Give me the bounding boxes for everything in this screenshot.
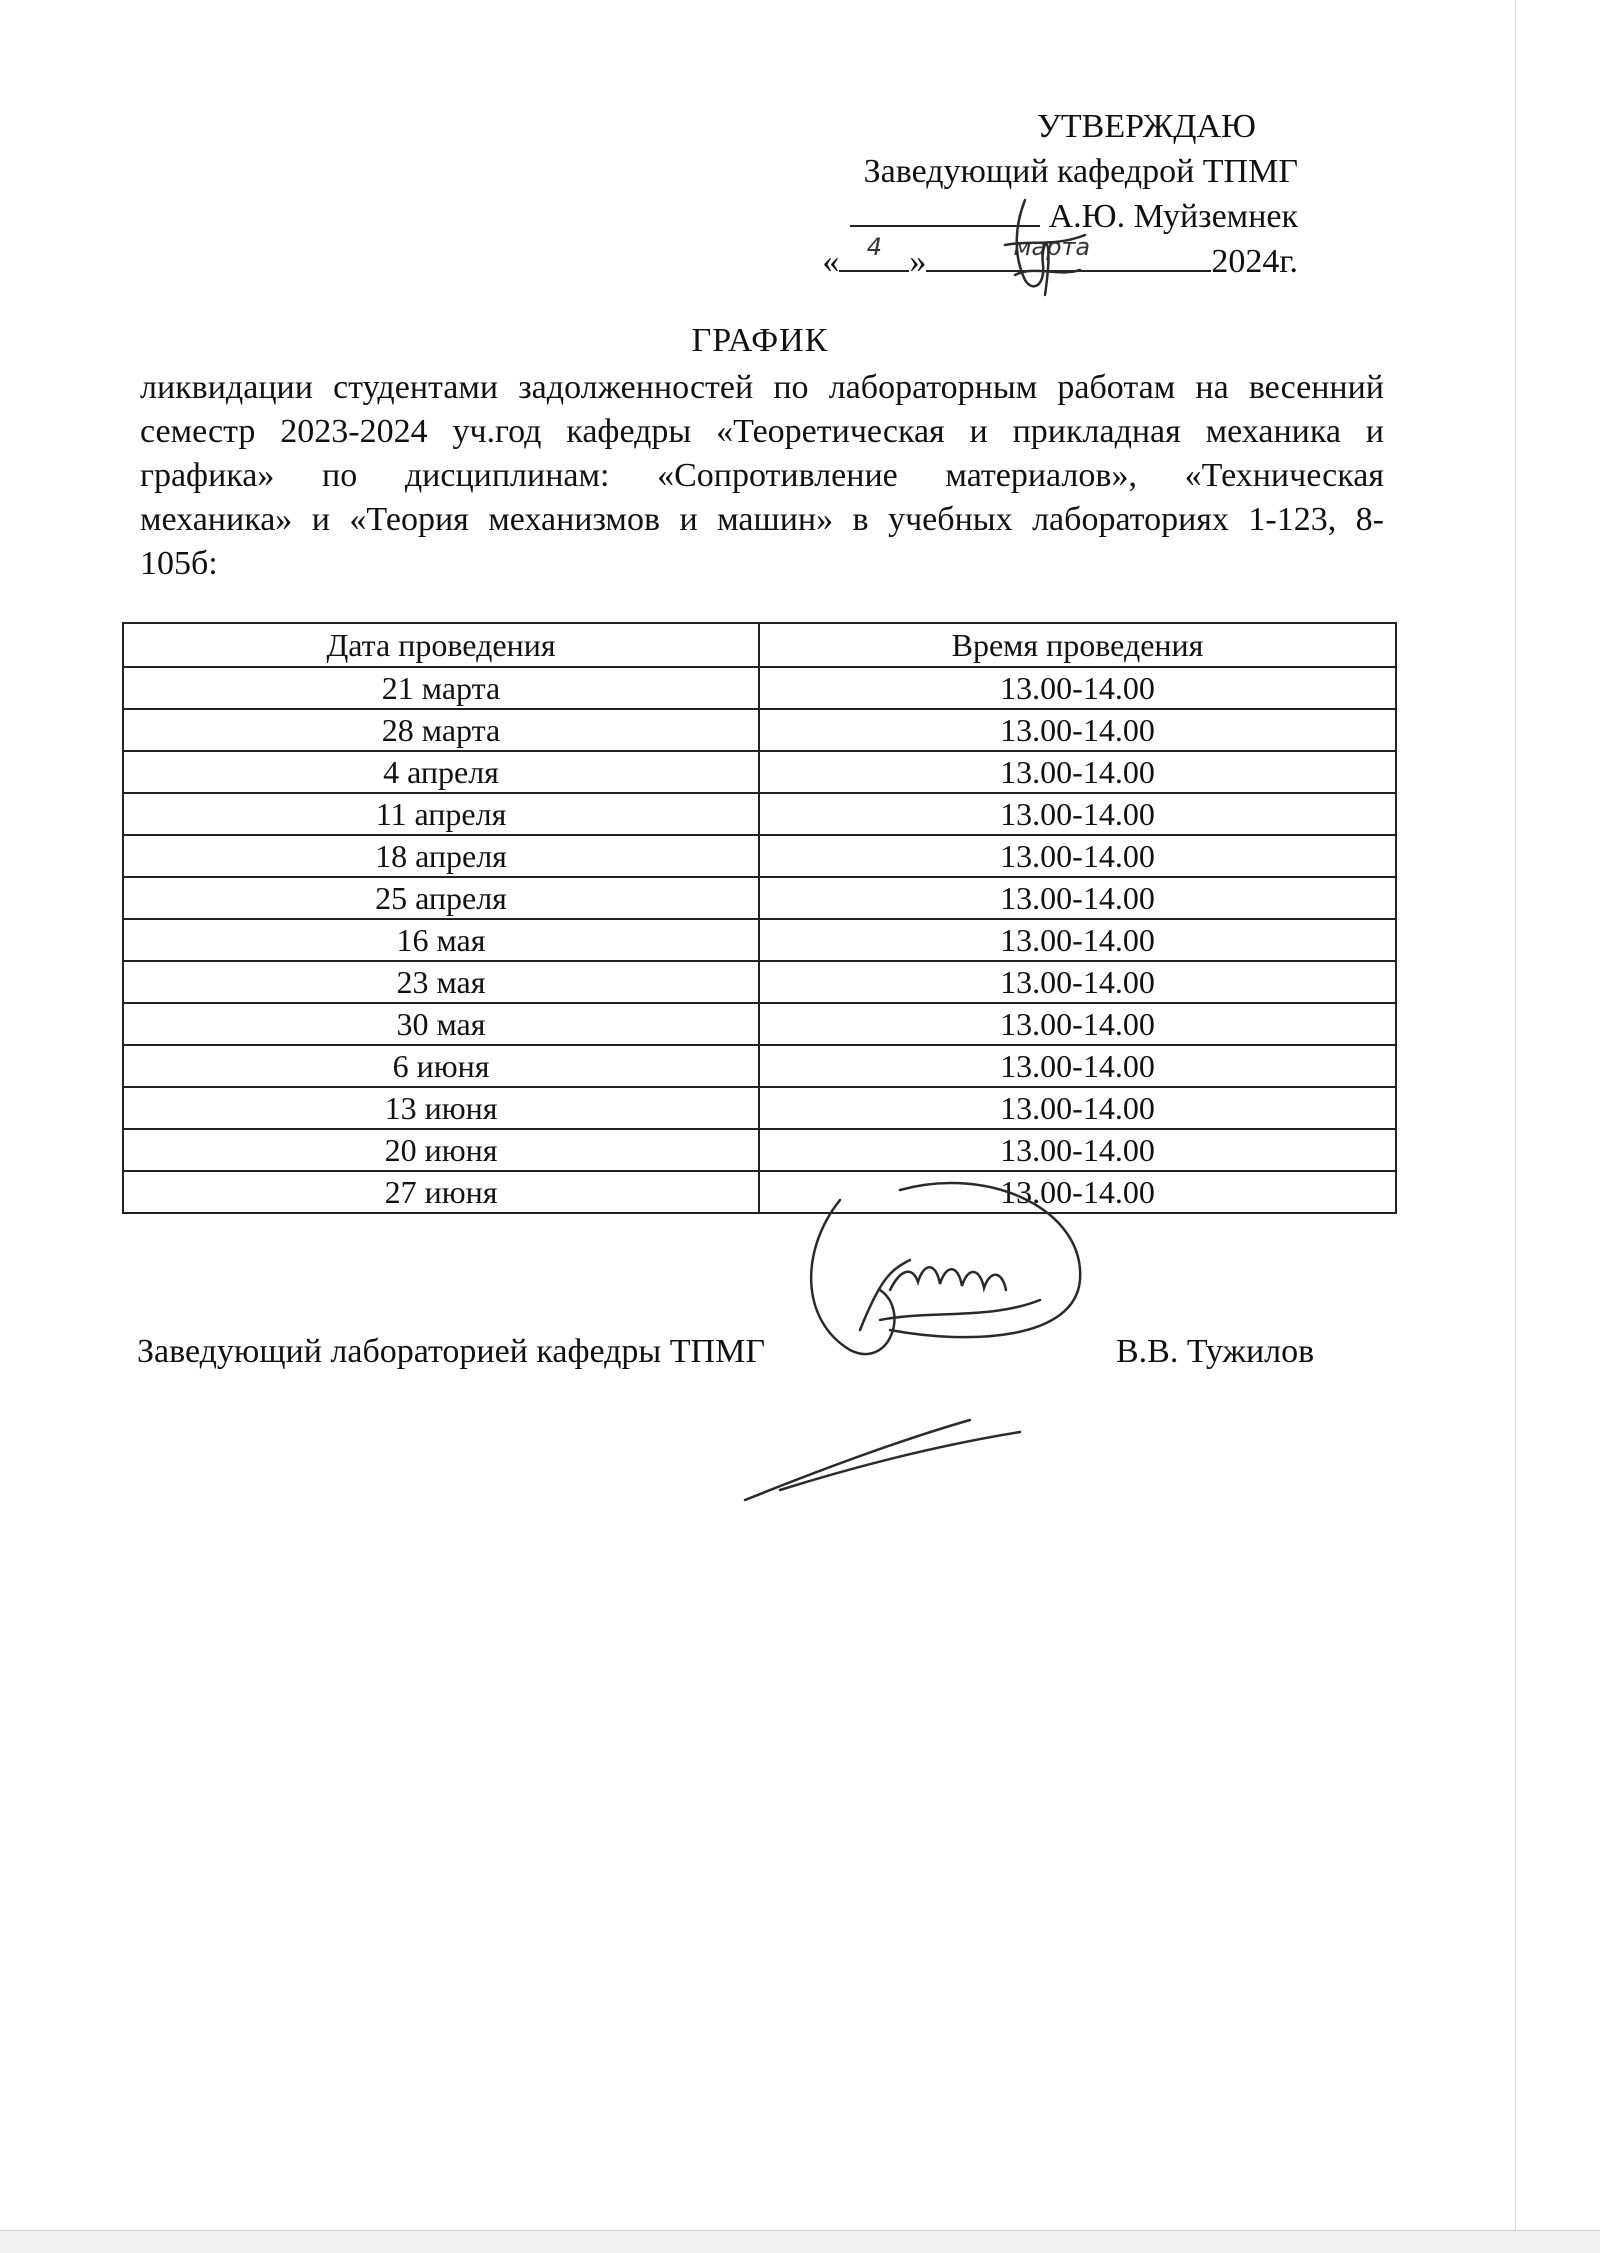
table-row [123,877,1396,919]
table-row [123,919,1396,961]
time-cell: 13.00-14.00 [759,1129,1396,1171]
column-header-date: Дата проведения [123,623,759,667]
document-title: ГРАФИК [691,322,829,359]
date-cell: 21 марта [123,667,759,709]
approval-day: 4 [866,233,883,261]
time-cell: 13.00-14.00 [759,919,1396,961]
approval-heading: УТВЕРЖДАЮ [1036,108,1256,145]
approval-year: 2024г. [1211,243,1298,280]
date-cell: 16 мая [123,919,759,961]
time-cell: 13.00-14.00 [759,1087,1396,1129]
table-row [123,1045,1396,1087]
date-cell: 11 апреля [123,793,759,835]
time-cell: 13.00-14.00 [759,877,1396,919]
signature-blank [850,195,1040,227]
table-row [123,667,1396,709]
date-cell: 18 апреля [123,835,759,877]
table-header-row [123,623,1396,667]
approval-signer: А.Ю. Муйземнек [1048,198,1298,235]
date-cell: 27 июня [123,1171,759,1213]
table-row [123,1087,1396,1129]
time-cell: 13.00-14.00 [759,709,1396,751]
table-row [123,1003,1396,1045]
scan-edge [0,2230,1600,2253]
time-cell: 13.00-14.00 [759,961,1396,1003]
date-cell: 20 июня [123,1129,759,1171]
date-cell: 13 июня [123,1087,759,1129]
column-header-time: Время проведения [759,623,1396,667]
schedule-table [122,622,1397,1214]
table-row [123,709,1396,751]
month-blank [926,233,1211,272]
day-blank [839,233,909,272]
time-cell: 13.00-14.00 [759,1171,1396,1213]
table-row [123,961,1396,1003]
time-cell: 13.00-14.00 [759,1003,1396,1045]
time-cell: 13.00-14.00 [759,667,1396,709]
time-cell: 13.00-14.00 [759,835,1396,877]
date-cell: 4 апреля [123,751,759,793]
footer-position: Заведующий лабораторией кафедры ТПМГ [137,1333,765,1370]
approval-position: Заведующий кафедрой ТПМГ [863,153,1298,190]
date-cell: 25 апреля [123,877,759,919]
approval-block [822,104,1298,284]
time-cell: 13.00-14.00 [759,1045,1396,1087]
table-row [123,793,1396,835]
time-cell: 13.00-14.00 [759,793,1396,835]
document-body: ликвидации студентами задолженностей по лабораторным работам на весенний семестр 2023-2024 уч.год кафедры «Теоретическая и прикладная механика и графика» по дисциплинам: «Сопротивление материалов», «Техническая механика» и «Теория механизмов и машин» в учебных лабораториях 1-123, 8-105б: [140,369,1384,582]
time-cell: 13.00-14.00 [759,751,1396,793]
quote-close: » [909,243,927,280]
footer-signature-graphic [740,1170,1100,1520]
approval-month: марта [1013,233,1091,261]
quote-open: « [822,243,840,280]
table-row [123,751,1396,793]
date-cell: 28 марта [123,709,759,751]
table-row [123,835,1396,877]
date-cell: 6 июня [123,1045,759,1087]
table-row [123,1129,1396,1171]
footer-signer: В.В. Тужилов [1116,1333,1315,1370]
date-cell: 30 мая [123,1003,759,1045]
approval-date-line [822,233,1298,284]
date-cell: 23 мая [123,961,759,1003]
table-row [123,1171,1396,1213]
